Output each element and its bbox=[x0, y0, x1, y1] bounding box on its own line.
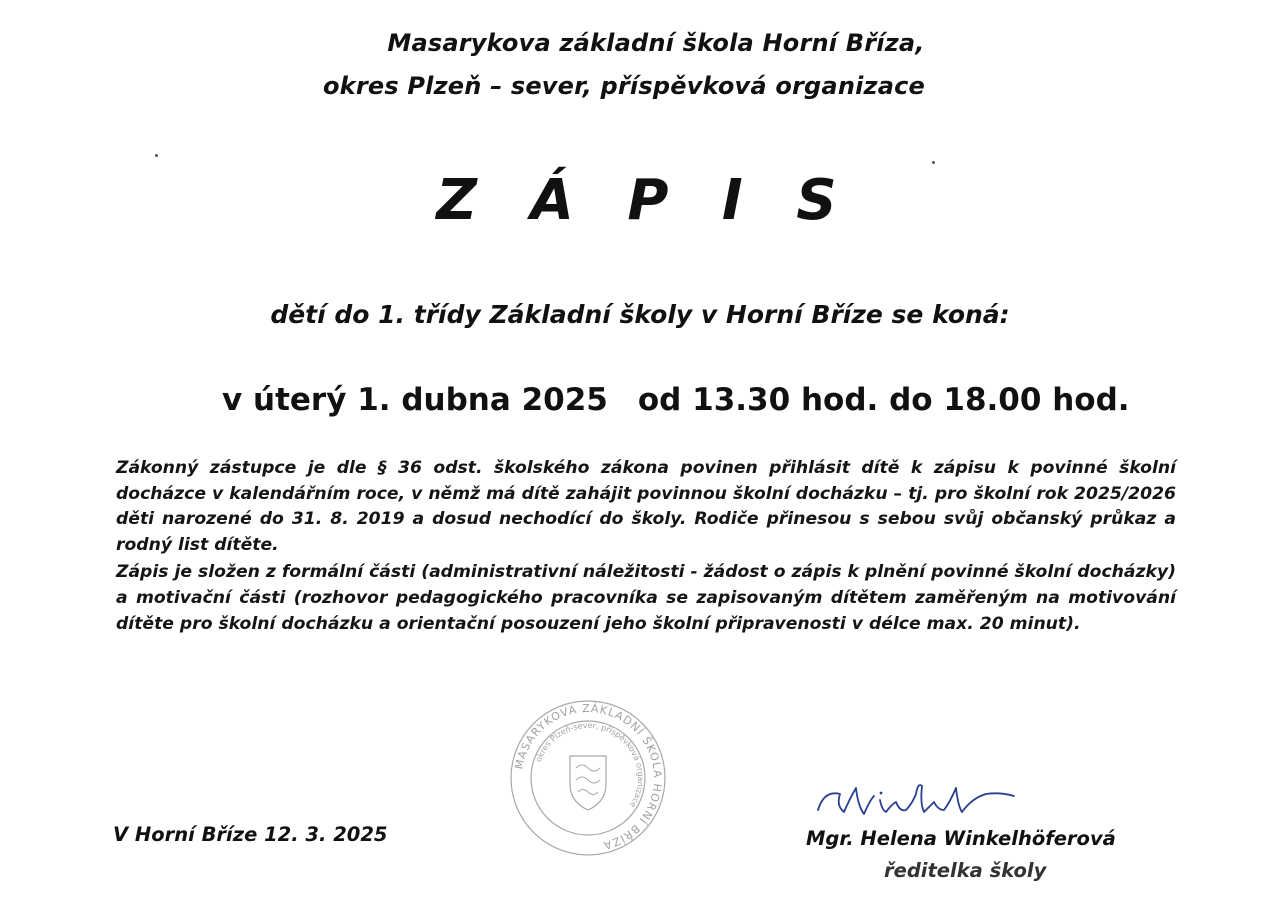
event-time: od 13.30 hod. do 18.00 hod. bbox=[637, 382, 1130, 418]
stamp-outer-text: MASARYKOVA ZÁKLADNÍ ŠKOLA HORNÍ BŘÍZA bbox=[512, 701, 665, 853]
document-title: Z Á P I S bbox=[436, 168, 854, 233]
place-and-date: V Horní Bříze 12. 3. 2025 bbox=[113, 823, 388, 846]
signer-role: ředitelka školy bbox=[884, 859, 1047, 882]
handwritten-signature-icon bbox=[810, 776, 1020, 832]
event-date-time bbox=[222, 381, 1130, 419]
coat-of-arms-icon bbox=[570, 756, 606, 810]
scan-speck bbox=[932, 161, 935, 164]
school-name-line1: Masarykova základní škola Horní Bříza, bbox=[387, 29, 925, 57]
scan-speck bbox=[155, 154, 158, 157]
signer-name: Mgr. Helena Winkelhöferová bbox=[806, 827, 1116, 850]
school-name-line2: okres Plzeň – sever, příspěvková organizace bbox=[322, 72, 926, 100]
body-text bbox=[116, 456, 1176, 637]
stamp-inner-text: okres Plzeň-sever, příspěvková organizace bbox=[533, 720, 646, 810]
official-stamp-icon bbox=[508, 698, 668, 858]
event-date: v úterý 1. dubna 2025 bbox=[222, 382, 608, 418]
document-subtitle: dětí do 1. třídy Základní školy v Horní Bříze se koná: bbox=[270, 300, 1010, 329]
svg-text:okres Plzeň-sever, příspěvková bbox=[534, 721, 645, 809]
body-paragraph-1: Zákonný zástupce je dle § 36 odst. školského zákona povinen přihlásit dítě k zápisu k povinné školní docházce v kalendářním roce, v němž má dítě zahájit povinnou školní docházku – tj. pro školní rok 2025/2026 děti narozené do 31. 8. 2019 a dosud nechodící do školy. Rodiče přinesou s sebou svůj občanský průkaz a rodný list dítěte. bbox=[116, 458, 1176, 555]
body-paragraph-2: Zápis je složen z formální části (administrativní náležitosti - žádost o zápis k plnění povinné školní docházky) a motivační části (rozhovor pedagogického pracovníka se zapisovaným dítětem zaměřeným na motivování dítěte pro školní docházku a orientační posouzení jeho školní připravenosti v délce max. 20 minut). bbox=[116, 562, 1176, 634]
